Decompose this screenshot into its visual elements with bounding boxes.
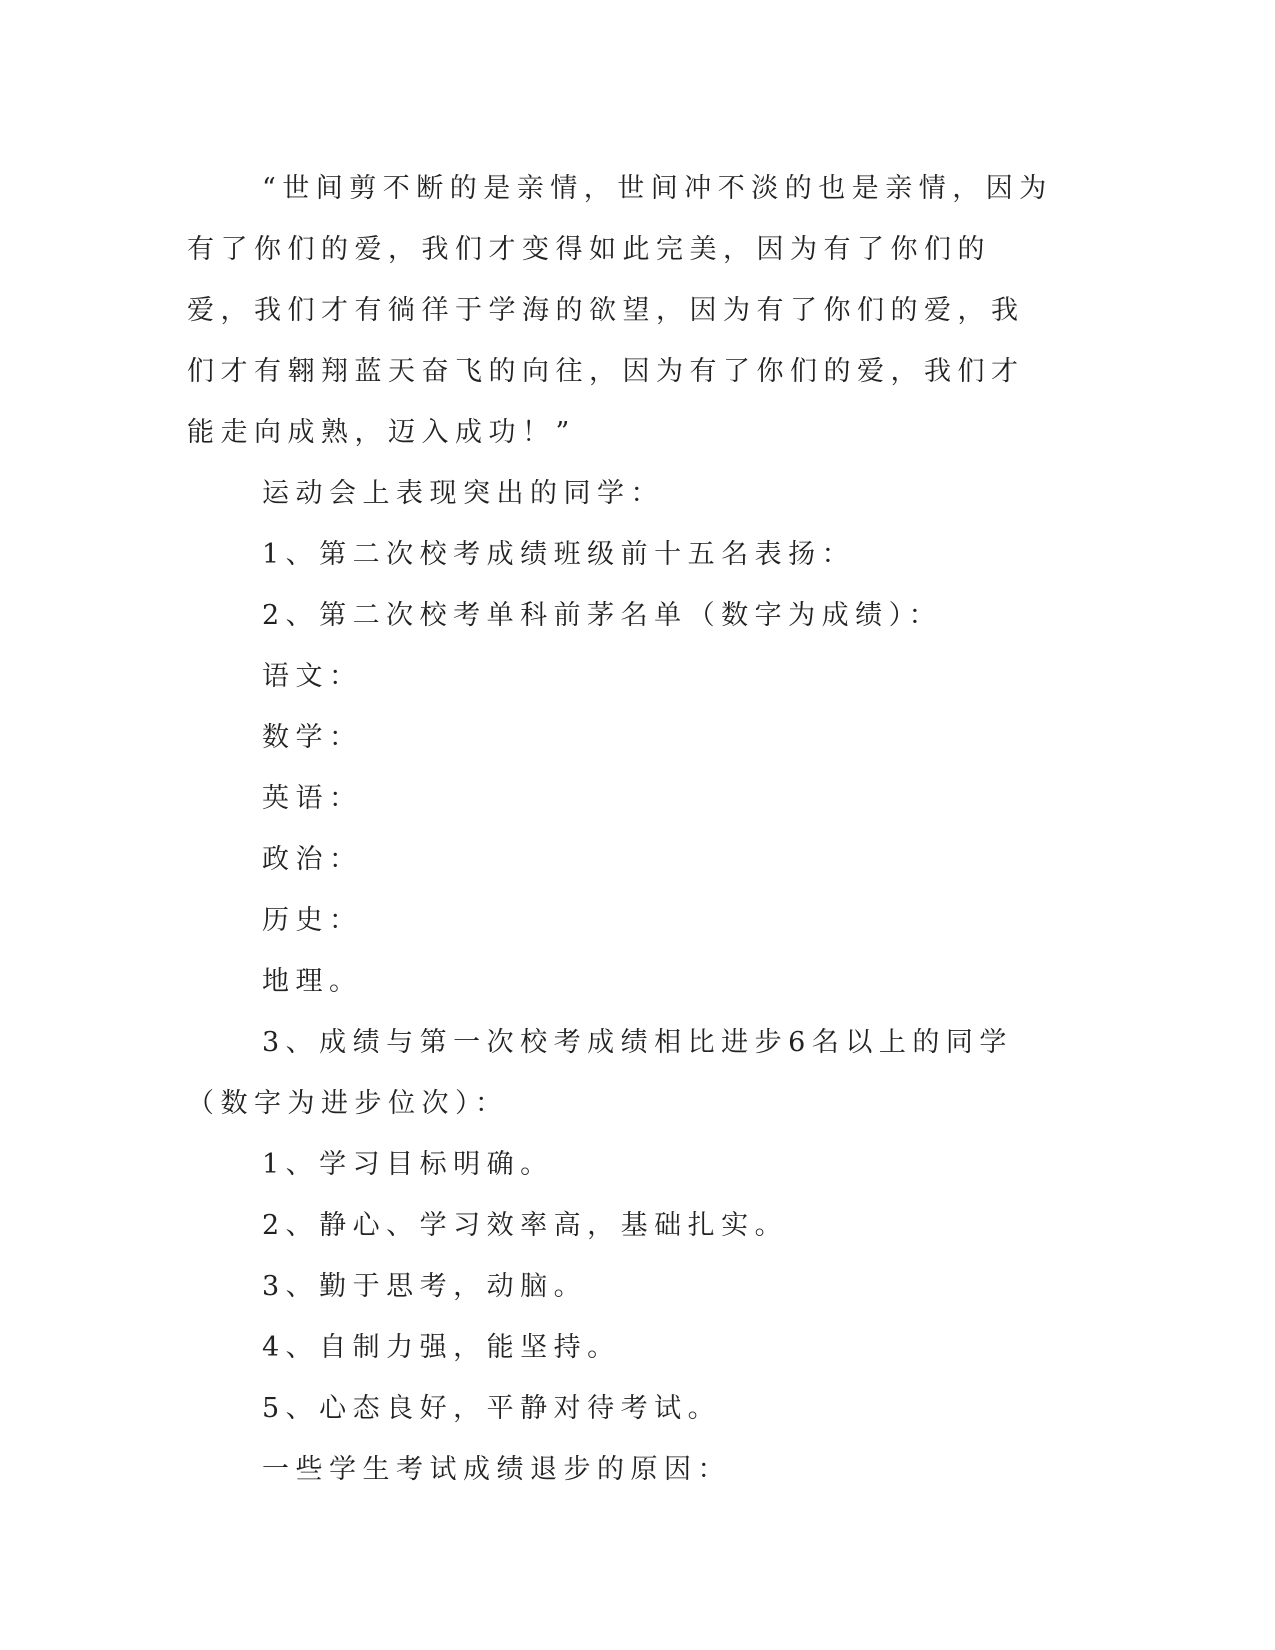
list-item-2: 2、静心、学习效率高，基础扎实。 — [262, 1210, 789, 1241]
list-item-1: 1、学习目标明确。 — [262, 1149, 554, 1180]
document-body — [187, 158, 1057, 1500]
paragraph-top-fifteen: 1、第二次校考成绩班级前十五名表扬： — [262, 539, 856, 570]
paragraph-regression-reasons: 一些学生考试成绩退步的原因： — [262, 1454, 731, 1485]
list-item-3: 3、勤于思考，动脑。 — [262, 1271, 588, 1302]
list-item-5: 5、心态良好，平静对待考试。 — [262, 1393, 722, 1424]
list-item-4: 4、自制力强，能坚持。 — [262, 1332, 621, 1363]
paragraph-progress-students: 3、成绩与第一次校考成绩相比进步6名以上的同学（数字为进步位次）： — [187, 1027, 1013, 1119]
subject-geography: 地理。 — [262, 966, 363, 997]
subject-chinese: 语文： — [262, 661, 363, 692]
subject-history: 历史： — [262, 905, 363, 936]
subject-math: 数学： — [262, 722, 363, 753]
paragraph-subject-top-list: 2、第二次校考单科前茅名单（数字为成绩）： — [262, 600, 943, 631]
subject-english: 英语： — [262, 783, 363, 814]
paragraph-family-love: “世间剪不断的是亲情，世间冲不淡的也是亲情，因为有了你们的爱，我们才变得如此完美，因为有了你们的爱，我们才有徜徉于学海的欲望，因为有了你们的爱，我们才有翱翔蓝天奋飞的向往，因为有了你们的爱，我们才能走向成熟，迈入成功！” — [187, 173, 1053, 448]
subject-politics: 政治： — [262, 844, 363, 875]
paragraph-sports-meet: 运动会上表现突出的同学： — [262, 478, 664, 509]
